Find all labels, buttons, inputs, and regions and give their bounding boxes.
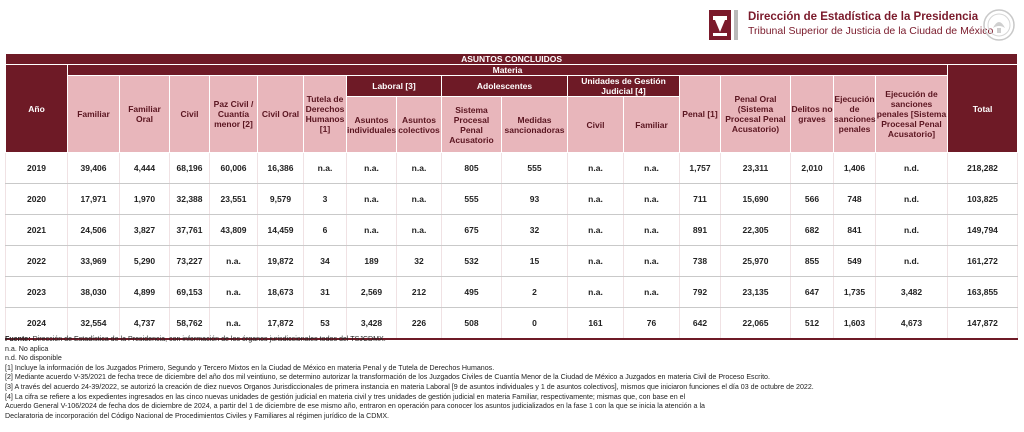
note-3: [3] A través del acuerdo 24-39/2022, se autorizó la creación de diez nuevos Organos Jurisdiccionales de primera instancia en materia Laboral [9 de asuntos individuales y 1 de asuntos colectivos], mismos que iniciaron funciones el día 03 de octubre de 2022. [5,382,814,391]
table-cell: 4,737 [120,308,170,339]
table-cell: n.a. [347,215,397,246]
table-cell: n.d. [876,246,948,277]
table-cell: 34 [304,246,347,277]
table-row [6,153,1018,184]
note-2: [2] Mediante acuerdo V-35/2021 de fecha trece de diciembre del año dos mil veintiuno, se determino autorizar la transformación de los Juzgados Civiles de Cuantía Menor de la Ciudad de México a Juzgados en materia Civil de Proceso Escrito. [5,373,770,382]
table-cell: 495 [442,277,502,308]
note-4a: [4] La cifra se refiere a los expedientes ingresados en las cinco nuevas unidades de gestión judicial en materia civil y tres unidades de gestión judicial en materia Familiar, respectivamente; mismas que, con base en el [5,392,686,401]
table-cell: 69,153 [170,277,210,308]
table-cell: 711 [680,184,721,215]
table-cell: 748 [834,184,876,215]
table-cell: 1,757 [680,153,721,184]
table-cell: 149,794 [948,215,1018,246]
org-line-1: Dirección de Estadística de la Presidencia [748,11,979,23]
table-row [6,215,1018,246]
table-cell: 17,872 [258,308,304,339]
source-note [5,335,1017,345]
header-familiar: Familiar [68,76,120,153]
footnotes [5,335,1017,421]
table-cell: 212 [397,277,442,308]
table-cell: n.a. [568,215,624,246]
header-unidades: Unidades de Gestión Judicial [4] [568,76,680,97]
header-laboral: Laboral [3] [347,76,442,97]
table-cell: 189 [347,246,397,277]
tsj-logo-icon [706,6,742,44]
header-penal: Penal [1] [680,76,721,153]
table-cell: 1,603 [834,308,876,339]
table-cell: 3,482 [876,277,948,308]
table-cell: n.a. [624,277,680,308]
year-cell: 2019 [6,153,68,184]
table-cell: 555 [502,153,568,184]
note-1: [1] Incluye la información de los Juzgados Primero, Segundo y Tercero Mixtos en la Ciudad de México en materia Penal y de Tutela de Derechos Humanos. [5,363,495,372]
table-cell: 675 [442,215,502,246]
table-cell: 103,825 [948,184,1018,215]
table-cell: 9,579 [258,184,304,215]
table-cell: n.a. [347,153,397,184]
table-cell: 6 [304,215,347,246]
table-cell: 18,673 [258,277,304,308]
table-cell: 93 [502,184,568,215]
table-cell: 792 [680,277,721,308]
table-cell: 31 [304,277,347,308]
table-cell: 32,388 [170,184,210,215]
table-cell: 1,970 [120,184,170,215]
table-cell: n.a. [568,184,624,215]
table-cell: 508 [442,308,502,339]
table-cell: 2,569 [347,277,397,308]
table-cell: n.a. [624,246,680,277]
table-cell: 14,459 [258,215,304,246]
table-cell: n.a. [397,153,442,184]
table-cell: 512 [791,308,834,339]
table-cell: n.a. [568,277,624,308]
table-cell: 805 [442,153,502,184]
source-label: Fuente: [5,335,31,343]
table-cell: 1,406 [834,153,876,184]
table-cell: 53 [304,308,347,339]
table-cell: 15 [502,246,568,277]
table-cell: 163,855 [948,277,1018,308]
table-cell: n.a. [210,246,258,277]
table-cell: n.a. [347,184,397,215]
header-adolescentes: Adolescentes [442,76,568,97]
header-ug-familiar: Familiar [624,97,680,153]
table-cell: 4,444 [120,153,170,184]
table-cell: 647 [791,277,834,308]
table-row [6,277,1018,308]
year-cell: 2022 [6,246,68,277]
year-header: Año [6,65,68,153]
table-cell: n.d. [876,184,948,215]
table-cell: 3,827 [120,215,170,246]
table-cell: 43,809 [210,215,258,246]
table-cell: 33,969 [68,246,120,277]
table-cell: 76 [624,308,680,339]
table-cell: 4,673 [876,308,948,339]
note-na: n.a. No aplica [5,344,49,353]
year-cell: 2021 [6,215,68,246]
table-cell: 22,305 [721,215,791,246]
table-cell: 855 [791,246,834,277]
table-cell: 549 [834,246,876,277]
table-cell: 58,762 [170,308,210,339]
table-cell: n.a. [624,215,680,246]
table-body [6,153,1018,339]
table-row [6,308,1018,339]
year-cell: 2020 [6,184,68,215]
table-row [6,184,1018,215]
year-cell: 2023 [6,277,68,308]
table-cell: n.a. [210,277,258,308]
table-cell: 32,554 [68,308,120,339]
table-cell: n.a. [568,153,624,184]
table-cell: 738 [680,246,721,277]
table-cell: 4,899 [120,277,170,308]
table-cell: 1,735 [834,277,876,308]
national-seal-icon [982,8,1016,42]
table-cell: n.a. [568,246,624,277]
table-cell: 0 [502,308,568,339]
table-cell: 17,971 [68,184,120,215]
header-ejecucion-spa: Ejecución de sanciones penales [Sistema Procesal Penal Acusatorio] [876,76,948,153]
table-cell: 23,551 [210,184,258,215]
table-cell: 566 [791,184,834,215]
table-cell: 682 [791,215,834,246]
header [0,0,1024,52]
table-cell: 38,030 [68,277,120,308]
table-cell: 532 [442,246,502,277]
header-familiar-oral: Familiar Oral [120,76,170,153]
table-cell: 15,690 [721,184,791,215]
table-cell: 73,227 [170,246,210,277]
table-cell: 3,428 [347,308,397,339]
table-cell: 19,872 [258,246,304,277]
table-cell: n.a. [397,184,442,215]
header-penal-oral: Penal Oral (Sistema Procesal Penal Acusatorio) [721,76,791,153]
table-cell: 5,290 [120,246,170,277]
table-cell: 23,135 [721,277,791,308]
header-delitos: Delitos no graves [791,76,834,153]
note-4b: Acuerdo General V-106/2024 de fecha dos de diciembre de 2024, a partir del 1 de diciembre de ese mismo año, entraron en operación para conocer los asuntos judicializados en la fase 1 con la que se inicia la atención a la [5,402,705,411]
table-cell: 2,010 [791,153,834,184]
table-cell: n.a. [304,153,347,184]
table-cell: 23,311 [721,153,791,184]
table-cell: n.d. [876,153,948,184]
note-nd: n.d. No disponible [5,354,62,363]
table-cell: 32 [397,246,442,277]
table-cell: 226 [397,308,442,339]
table-cell: 555 [442,184,502,215]
table-cell: 218,282 [948,153,1018,184]
source-text: Dirección de Estadística de la Presidencia, con información de los órganos jurisdiccionales todos del TSJCDMX. [30,335,386,343]
table-cell: 841 [834,215,876,246]
table-cell: 161 [568,308,624,339]
table-cell: 642 [680,308,721,339]
note-4c: Declaratoria de incorporación del Código Nacional de Procedimientos Civiles y Familiares al régimen jurídico de la CDMX. [5,411,390,420]
table-cell: 891 [680,215,721,246]
table-cell: n.a. [624,153,680,184]
table-cell: 3 [304,184,347,215]
table-cell: n.d. [876,215,948,246]
header-paz-civil: Paz Civil / Cuantía menor [2] [210,76,258,153]
header-tutela: Tutela de Derechos Humanos [1] [304,76,347,153]
header-asuntos-individuales: Asuntos individuales [347,97,397,153]
table-cell: 147,872 [948,308,1018,339]
table-cell: 60,006 [210,153,258,184]
organization-name [748,10,993,38]
asuntos-concluidos-table [5,53,1017,340]
header-sistema-procesal: Sistema Procesal Penal Acusatorio [442,97,502,153]
table-cell: 24,506 [68,215,120,246]
table-cell: n.a. [210,308,258,339]
table-cell: 37,761 [170,215,210,246]
table-cell: 161,272 [948,246,1018,277]
total-header: Total [948,65,1018,153]
org-line-2: Tribunal Superior de Justicia de la Ciudad de México [748,25,994,37]
header-civil: Civil [170,76,210,153]
table-cell: 16,386 [258,153,304,184]
table-cell: 32 [502,215,568,246]
table-row [6,246,1018,277]
table-cell: n.a. [624,184,680,215]
table-cell: 2 [502,277,568,308]
header-ug-civil: Civil [568,97,624,153]
header-medidas: Medidas sancionadoras [502,97,568,153]
table-cell: 25,970 [721,246,791,277]
header-civil-oral: Civil Oral [258,76,304,153]
table-cell: n.a. [397,215,442,246]
table-cell: 68,196 [170,153,210,184]
year-cell: 2024 [6,308,68,339]
header-asuntos-colectivos: Asuntos colectivos [397,97,442,153]
table-title: ASUNTOS CONCLUIDOS [6,54,1018,65]
header-ejecucion: Ejecución de sanciones penales [834,76,876,153]
table-cell: 39,406 [68,153,120,184]
materia-header: Materia [68,65,948,76]
table-cell: 22,065 [721,308,791,339]
